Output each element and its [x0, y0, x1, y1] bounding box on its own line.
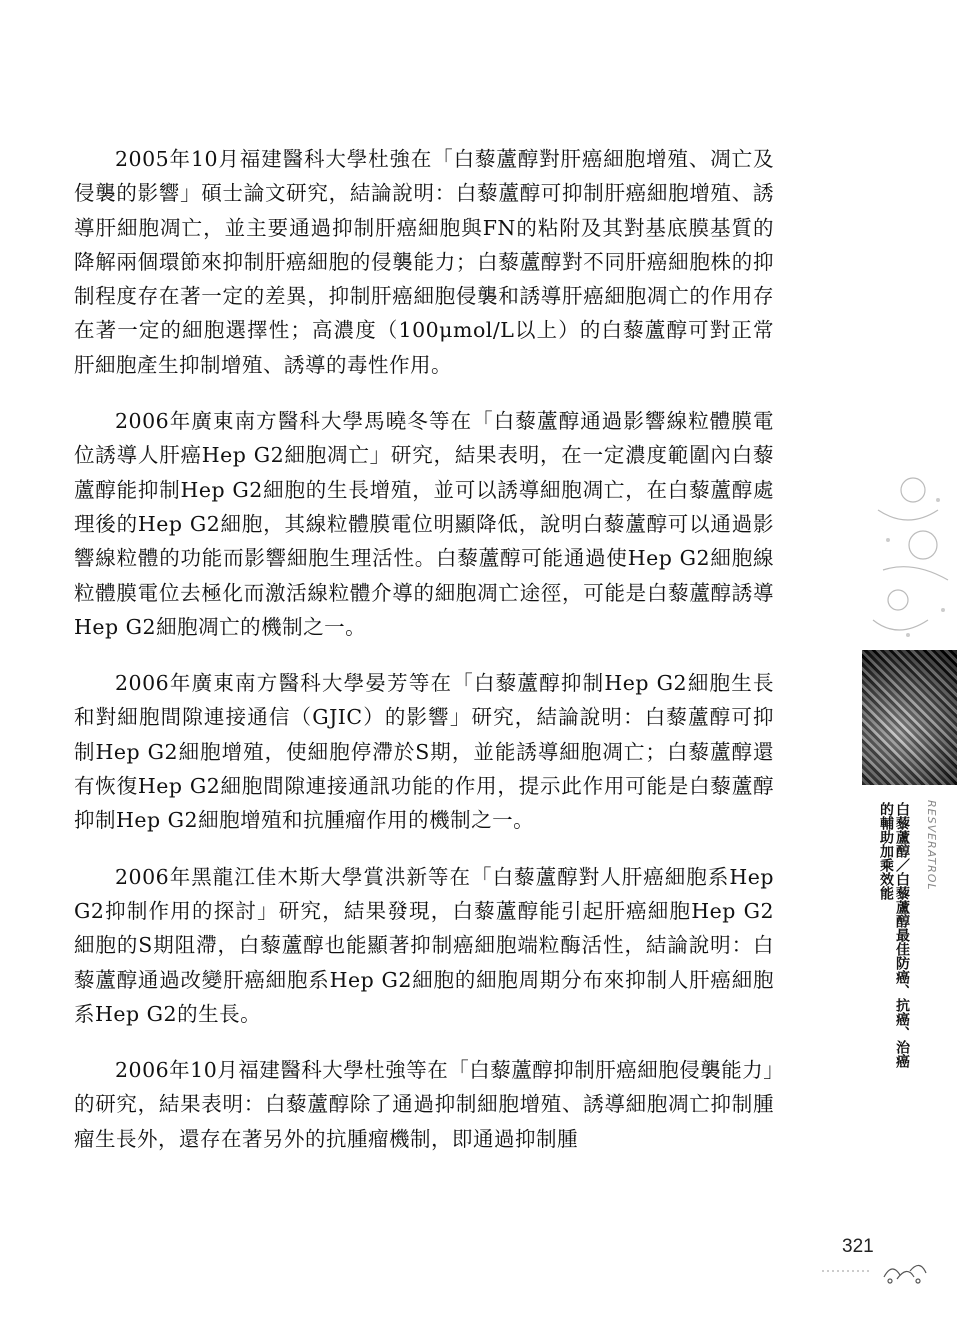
page-number: 321 — [842, 1236, 874, 1257]
sidebar-title-line-1: 白藜蘆醇／白藜蘆醇最佳防癌、抗癌、治癌 — [894, 802, 910, 1068]
sidebar-english-title: RESVERATROL — [925, 800, 938, 891]
page-number-ornament — [822, 1257, 932, 1287]
sidebar-chapter-title — [878, 802, 910, 1182]
paragraph-1: 2005年10月福建醫科大學杜強在「白藜蘆醇對肝癌細胞增殖、凋亡及侵襲的影響」碩士論文研究，結論說明：白藜蘆醇可抑制肝癌細胞增殖、誘導肝細胞凋亡，並主要通過抑制肝癌細胞與FN的粘附及其對基底膜基質的降解兩個環節來抑制肝癌細胞的侵襲能力；白藜蘆醇對不同肝癌細胞株的抑制程度存在著一定的差異，抑制肝癌細胞侵襲和誘導肝癌細胞凋亡的作用存在著一定的細胞選擇性；高濃度（100μmol/L以上）的白藜蘆醇可對正常肝細胞產生抑制增殖、誘導的毒性作用。 — [74, 147, 774, 377]
sidebar-title-line-2: 的輔助加乘效能 — [878, 802, 894, 900]
body-text — [74, 142, 774, 1178]
paragraph-5: 2006年10月福建醫科大學杜強等在「白藜蘆醇抑制肝癌細胞侵襲能力」的研究，結果表明：白藜蘆醇除了通過抑制細胞增殖、誘導細胞凋亡抑制腫瘤生長外，還存在著另外的抗腫瘤機制，即通過抑制腫 — [74, 1058, 775, 1151]
sidebar-photo — [862, 650, 957, 785]
paragraph-4: 2006年黑龍江佳木斯大學賞洪新等在「白藜蘆醇對人肝癌細胞系Hep G2抑制作用的探討」研究，結果發現，白藜蘆醇能引起肝癌細胞Hep G2細胞的S期阻滯，白藜蘆醇也能顯著抑制癌細胞端粒酶活性，結論說明：白藜蘆醇通過改變肝癌細胞系Hep G2細胞的細胞周期分布來抑制人肝癌細胞系Hep G2的生長。 — [74, 864, 774, 1026]
paragraph-3: 2006年廣東南方醫科大學晏芳等在「白藜蘆醇抑制Hep G2細胞生長和對細胞間隙連接通信（GJIC）的影響」研究，結論說明：白藜蘆醇可抑制Hep G2細胞增殖，使細胞停滯於S期，並能誘導細胞凋亡；白藜蘆醇還有恢復Hep G2細胞間隙連接通訊功能的作用，提示此作用可能是白藜蘆醇抑制Hep G2細胞增殖和抗腫瘤作用的機制之一。 — [74, 671, 774, 833]
paragraph-2: 2006年廣東南方醫科大學馬曉冬等在「白藜蘆醇通過影響線粒體膜電位誘導人肝癌Hep G2細胞凋亡」研究，結果表明，在一定濃度範圍內白藜蘆醇能抑制Hep G2細胞的生長增殖，並可以誘導細胞凋亡，在白藜蘆醇處理後的Hep G2細胞，其線粒體膜電位明顯降低，說明白藜蘆醇可以通過影響線粒體的功能而影響細胞生理活性。白藜蘆醇可能通過使Hep G2細胞線粒體膜電位去極化而激活線粒體介導的細胞凋亡途徑，可能是白藜蘆醇誘導Hep G2細胞凋亡的機制之一。 — [74, 409, 774, 639]
